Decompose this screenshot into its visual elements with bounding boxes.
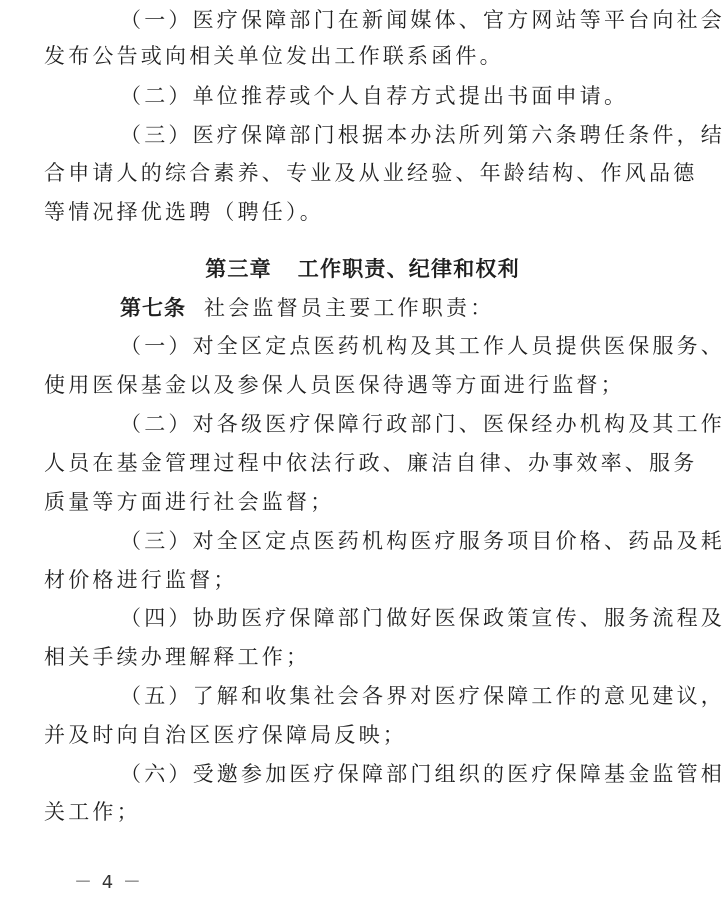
- list-item-line: 使用医保基金以及参保人员医保待遇等方面进行监督；: [44, 373, 625, 397]
- list-item-line: 并及时向自治区医疗保障局反映；: [44, 723, 407, 747]
- paragraph-line: （二）单位推荐或个人自荐方式提出书面申请。: [120, 84, 629, 108]
- list-item-line: 关工作；: [44, 800, 141, 824]
- chapter-number: 第三章: [205, 257, 272, 281]
- list-item-line: 质量等方面进行社会监督；: [44, 490, 335, 514]
- article-number: 第七条: [120, 295, 186, 320]
- list-item-line: （四）协助医疗保障部门做好医保政策宣传、服务流程及: [120, 606, 725, 630]
- article-text: 社会监督员主要工作职责：: [204, 296, 495, 320]
- list-item-line: （二）对各级医疗保障行政部门、医保经办机构及其工作: [120, 412, 725, 436]
- list-item-line: （五）了解和收集社会各界对医疗保障工作的意见建议，: [120, 684, 725, 708]
- list-item-line: （三）对全区定点医药机构医疗服务项目价格、药品及耗: [120, 529, 725, 553]
- list-item-line: 人员在基金管理过程中依法行政、廉洁自律、办事效率、服务: [44, 451, 698, 475]
- paragraph-line: 合申请人的综合素养、专业及从业经验、年龄结构、作风品德: [44, 161, 698, 185]
- paragraph-line: （一）医疗保障部门在新闻媒体、官方网站等平台向社会: [120, 8, 725, 32]
- list-item-line: （一）对全区定点医药机构及其工作人员提供医保服务、: [120, 334, 725, 358]
- chapter-heading: [0, 249, 725, 289]
- paragraph-line: 发布公告或向相关单位发出工作联系函件。: [44, 44, 504, 68]
- list-item-line: （六）受邀参加医疗保障部门组织的医疗保障基金监管相: [120, 762, 725, 786]
- chapter-title: 工作职责、纪律和权利: [297, 257, 520, 281]
- paragraph-line: 等情况择优选聘（聘任）。: [44, 200, 324, 224]
- article-line: [0, 288, 725, 328]
- list-item-line: 材价格进行监督；: [44, 568, 238, 592]
- page-number: － 4 －: [74, 872, 143, 893]
- paragraph-line: （三）医疗保障部门根据本办法所列第六条聘任条件，结: [120, 123, 725, 147]
- list-item-line: 相关手续办理解释工作；: [44, 645, 311, 669]
